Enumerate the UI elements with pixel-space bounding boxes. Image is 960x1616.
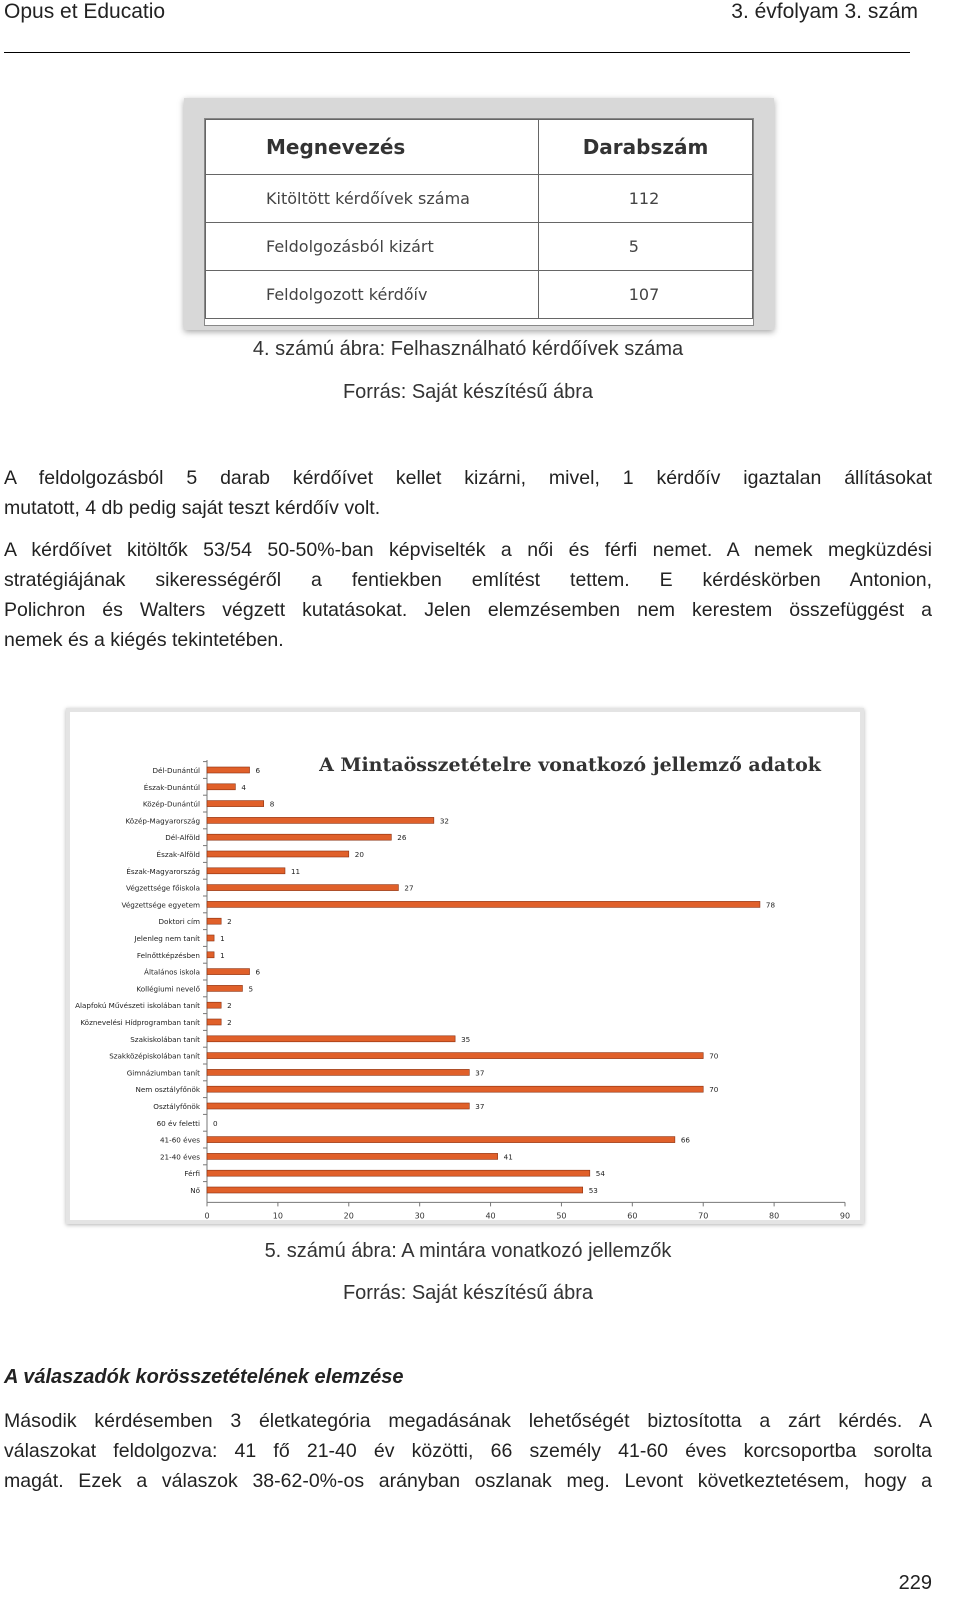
data-label: 2: [227, 917, 232, 927]
data-label: 4: [241, 782, 246, 792]
bar: [207, 901, 760, 907]
data-label: 37: [475, 1102, 485, 1111]
bar: [207, 1153, 498, 1159]
data-label: 20: [354, 850, 364, 859]
data-label: 1: [220, 934, 225, 943]
bar: [207, 851, 349, 857]
section-heading: A válaszadók korösszetételének elemzése: [4, 1366, 404, 1388]
table-row: [206, 175, 753, 223]
page-number: 229: [898, 1572, 932, 1594]
category-label: Nő: [190, 1186, 200, 1195]
issue-label: 3. évfolyam 3. szám: [731, 0, 918, 23]
category-label: Osztályfőnök: [153, 1102, 200, 1111]
data-label: 2: [227, 1018, 232, 1027]
category-label: Jelenleg nem tanít: [134, 934, 200, 943]
data-label: 6: [255, 766, 261, 775]
category-label: Közép-Dunántúl: [142, 799, 200, 809]
table-cell: Feldolgozott kérdőív: [206, 271, 539, 319]
questionnaire-count-table: [205, 119, 753, 319]
category-label: Nem osztályfőnök: [135, 1085, 200, 1095]
category-label: Általános iskola: [144, 967, 200, 977]
figure-5-caption: 5. számú ábra: A mintára vonatkozó jellemzők: [264, 1240, 672, 1262]
table-header-row: [206, 120, 753, 175]
text-line: mutatott, 4 db pedig saját teszt kérdőív volt.: [4, 497, 381, 519]
x-tick-label: 70: [698, 1211, 709, 1220]
text-line: A kérdőívet kitöltők 53/54 50-50%-ban képviselték a női és férfi nemet. A nemek megküzdési: [4, 539, 932, 561]
bar: [207, 985, 242, 991]
category-label: Végzettsége főiskola: [126, 883, 200, 893]
figure-5-source: Forrás: Saját készítésű ábra: [342, 1282, 594, 1304]
category-label: Végzettsége egyetem: [121, 900, 200, 910]
table-row: [206, 223, 753, 271]
data-label: 66: [680, 1135, 691, 1145]
data-label: 26: [397, 833, 407, 843]
category-label: 41-60 éves: [159, 1135, 200, 1145]
text-line: nemek és a kiégés tekintetében.: [4, 629, 284, 651]
text-line: stratégiájának sikerességéről a fentiekben említést tettem. E kérdéskörben Antonion,: [4, 569, 932, 591]
category-label: Szakiskolában tanít: [130, 1034, 200, 1044]
x-tick-label: 80: [769, 1211, 780, 1220]
bar: [207, 1137, 675, 1143]
column-header: Megnevezés: [206, 120, 539, 175]
figure-4-caption: 4. számú ábra: Felhasználható kérdőívek száma: [252, 338, 684, 360]
category-label: Dél-Alföld: [165, 833, 200, 843]
category-label: Gimnáziumban tanít: [126, 1068, 200, 1078]
category-label: Felnőttképzésben: [136, 950, 200, 960]
x-tick-label: 30: [414, 1211, 425, 1220]
text-line: Második kérdésemben 3 életkategória megadásának lehetőségét biztosította a zárt kérdés. A: [4, 1410, 932, 1432]
category-label: Alapfokú Művészeti iskolában tanít: [75, 1001, 200, 1011]
figure-4-source: Forrás: Saját készítésű ábra: [342, 381, 594, 403]
header-divider: [4, 52, 910, 53]
bar: [207, 1103, 469, 1109]
bar: [207, 918, 221, 924]
category-label: Férfi: [184, 1169, 200, 1179]
bar: [207, 1170, 590, 1176]
data-label: 53: [588, 1186, 598, 1195]
journal-title: Opus et Educatio: [4, 0, 166, 23]
category-label: 60 év feletti: [156, 1118, 200, 1128]
text-line: Polichron és Walters végzett kutatásokat. Jelen elemzésemben nem kerestem összefüggést a: [4, 599, 932, 621]
bar: [207, 834, 391, 840]
category-label: Észak-Dunántúl: [143, 782, 200, 792]
data-label: 2: [227, 1001, 232, 1011]
data-label: 35: [461, 1034, 471, 1044]
bar: [207, 767, 250, 773]
figure-5-frame: [66, 708, 864, 1224]
bar: [207, 1086, 703, 1092]
paragraph-gender: [4, 535, 932, 655]
figure-5-chart-area: [70, 712, 860, 1220]
bar: [207, 801, 264, 807]
category-label: Doktori cím: [158, 917, 200, 927]
data-label: 41: [503, 1152, 513, 1162]
figure-4-frame: [184, 98, 774, 330]
bar: [207, 868, 285, 874]
table-cell: 107: [538, 271, 752, 319]
data-label: 70: [709, 1051, 719, 1061]
data-label: 8: [269, 799, 275, 809]
data-label: 1: [220, 950, 225, 960]
data-label: 32: [439, 816, 450, 826]
bar-chart: [70, 712, 860, 1220]
bar: [207, 784, 235, 790]
bar: [207, 952, 214, 958]
bar: [207, 1036, 455, 1042]
text-line: válaszokat feldolgozva: 41 fő 21-40 év közötti, 66 személy 41-60 éves korcsoportba sorolta: [4, 1440, 932, 1462]
text-line: A feldolgozásból 5 darab kérdőívet kellet kizárni, mivel, 1 kérdőív igaztalan állításokat: [4, 467, 932, 489]
category-label: Észak-Magyarország: [126, 866, 200, 876]
data-label: 0: [213, 1118, 218, 1128]
category-label: Köznevelési Hídprogramban tanít: [80, 1018, 200, 1027]
category-label: Dél-Dunántúl: [152, 766, 200, 775]
bar: [207, 935, 214, 941]
bar: [207, 885, 398, 891]
bar: [207, 1053, 703, 1059]
text-line: magát. Ezek a válaszok 38-62-0%-os arányban oszlanak meg. Levont következtetésem, hogy a: [4, 1470, 932, 1492]
paragraph-exclusion: [4, 463, 932, 523]
x-tick-label: 0: [204, 1211, 210, 1220]
x-tick-label: 40: [485, 1211, 496, 1220]
data-label: 5: [248, 984, 254, 994]
table-cell: 5: [538, 223, 752, 271]
category-label: Szakközépiskolában tanít: [109, 1051, 200, 1061]
data-label: 37: [475, 1068, 485, 1078]
paragraph-age: [4, 1406, 932, 1496]
x-tick-label: 90: [839, 1211, 851, 1220]
category-label: Észak-Alföld: [156, 850, 200, 859]
data-label: 6: [255, 967, 261, 977]
table-cell: Feldolgozásból kizárt: [206, 223, 539, 271]
x-tick-label: 20: [343, 1211, 354, 1220]
bar: [207, 1187, 583, 1193]
data-label: 11: [290, 866, 301, 876]
data-label: 78: [765, 900, 776, 910]
table-row: [206, 271, 753, 319]
figure-4-table-area: [204, 118, 754, 326]
bar: [207, 1069, 469, 1075]
x-tick-label: 10: [272, 1211, 283, 1220]
table-cell: 112: [538, 175, 752, 223]
category-label: 21-40 éves: [159, 1152, 200, 1162]
bar: [207, 1019, 221, 1025]
x-tick-label: 60: [627, 1211, 638, 1220]
category-label: Közép-Magyarország: [125, 816, 200, 826]
x-tick-label: 50: [556, 1211, 567, 1220]
bar: [207, 969, 250, 975]
chart-title: A Mintaösszetételre vonatkozó jellemző adatok: [319, 754, 821, 776]
column-header: Darabszám: [538, 120, 752, 175]
data-label: 54: [595, 1169, 605, 1179]
bar: [207, 817, 434, 823]
bar: [207, 1002, 221, 1008]
category-label: Kollégiumi nevelő: [136, 984, 200, 994]
table-cell: Kitöltött kérdőívek száma: [206, 175, 539, 223]
data-label: 70: [709, 1085, 719, 1095]
data-label: 27: [404, 883, 414, 893]
